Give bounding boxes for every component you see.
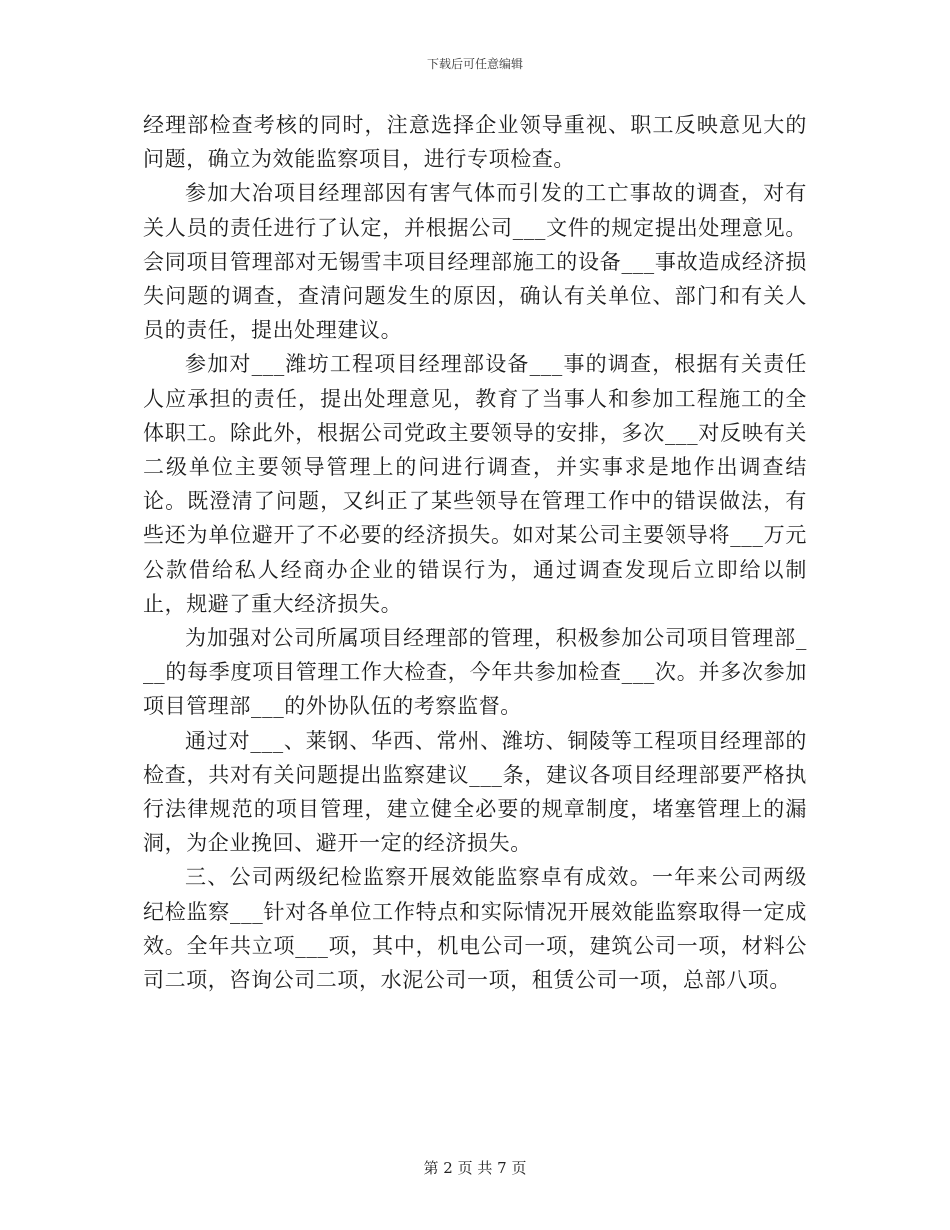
page-header: 下载后可任意编辑 [426,57,523,71]
paragraph-supervision-suggestions: 通过对___、莱钢、华西、常州、潍坊、铜陵等工程项目经理部的检查，共对有关问题提出监察建议___条，建议各项目经理部要严格执行法律规范的项目管理，建立健全必要的规章制度，堵塞管理上的漏洞，为企业挽回、避开一定的经济损失。 [143,728,807,856]
paragraph-section-three: 三、公司两级纪检监察开展效能监察卓有成效。一年来公司两级纪检监察___针对各单位工作特点和实际情况开展效能监察取得一定成效。全年共立项___项，其中，机电公司一项，建筑公司一项，材料公司二项，咨询公司二项，水泥公司一项，租赁公司一项，总部八项。 [143,865,807,993]
page-number: 第 2 页 共 7 页 [423,1159,527,1177]
paragraph-continuation: 经理部检查考核的同时，注意选择企业领导重视、职工反映意见大的问题，确立为效能监察项目，进行专项检查。 [143,113,807,172]
paragraph-daye-accident: 参加大冶项目经理部因有害气体而引发的工亡事故的调查，对有关人员的责任进行了认定，并根据公司___文件的规定提出处理意见。会同项目管理部对无锡雪丰项目经理部施工的设备___事故造成经济损失问题的调查，查清问题发生的原因，确认有关单位、部门和有关人员的责任，提出处理建议。 [143,181,807,343]
paragraph-weifang-investigation: 参加对___潍坊工程项目经理部设备___事的调查，根据有关责任人应承担的责任，提出处理意见，教育了当事人和参加工程施工的全体职工。除此外，根据公司党政主要领导的安排，多次___对反映有关二级单位主要领导管理上的问进行调查，并实事求是地作出调查结论。既澄清了问题，又纠正了某些领导在管理工作中的错误做法，有些还为单位避开了不必要的经济损失。如对某公司主要领导将___万元公款借给私人经商办企业的错误行为，通过调查发现后立即给以制止，规避了重大经济损失。 [143,352,807,616]
document-body [143,108,807,997]
paragraph-project-inspection: 为加强对公司所属项目经理部的管理，积极参加公司项目管理部___的每季度项目管理工作大检查，今年共参加检查___次。并多次参加项目管理部___的外协队伍的考察监督。 [143,626,807,719]
